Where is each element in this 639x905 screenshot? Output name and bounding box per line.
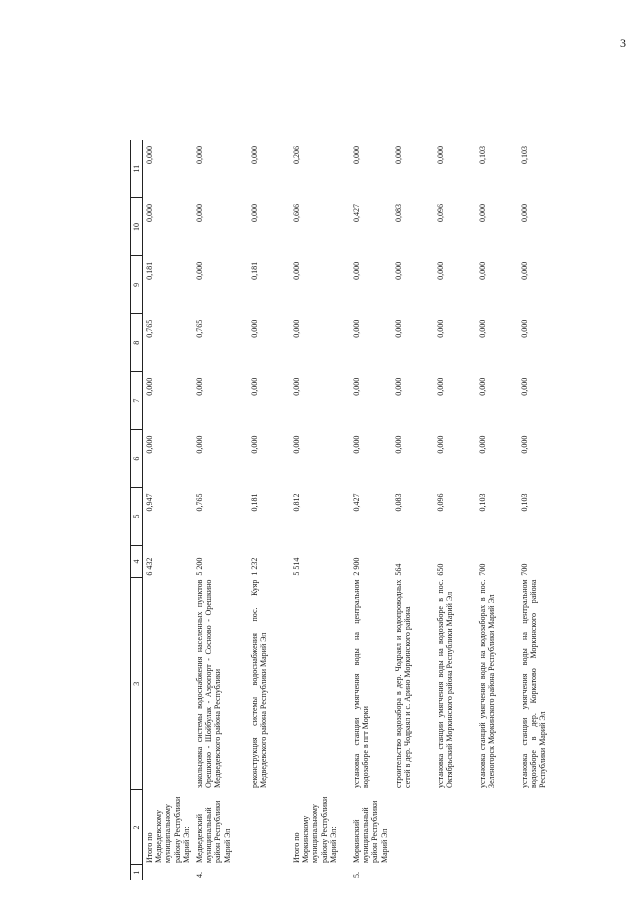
value-col-4: 700 xyxy=(519,563,529,576)
table-row xyxy=(290,140,350,880)
value-col-6: 0,000 xyxy=(477,435,487,454)
column-header: 5 xyxy=(131,488,143,546)
column-header: 3 xyxy=(131,578,143,790)
value-col-9: 0,000 xyxy=(477,261,487,280)
value-col-4: 5 514 xyxy=(291,557,301,576)
page-number: 3 xyxy=(620,36,626,50)
table-row xyxy=(518,140,563,880)
value-col-4: 6 432 xyxy=(145,557,154,576)
row-number xyxy=(518,865,563,880)
value-col-6: 0,000 xyxy=(249,435,259,454)
value-col-5: 0,427 xyxy=(351,493,361,512)
value-col-10: 0,096 xyxy=(435,203,445,222)
row-number: 4. xyxy=(194,872,204,878)
column-header: 10 xyxy=(131,198,143,256)
measure-description: строительство водозабора в дер. Чодраял и водопроводных сетей в дер. Чодраял и с. Арино Моркинского района xyxy=(393,579,413,788)
table-row xyxy=(392,140,434,880)
value-col-7: 0,000 xyxy=(291,377,301,396)
value-col-7: 0,000 xyxy=(477,377,487,396)
value-col-9: 0,181 xyxy=(145,261,154,280)
value-col-4: 564 xyxy=(393,563,403,576)
value-col-11: 0,000 xyxy=(145,146,154,164)
value-col-4: 700 xyxy=(477,563,487,576)
value-col-7: 0,000 xyxy=(249,377,259,396)
district-name xyxy=(248,790,290,865)
value-col-8: 0,000 xyxy=(249,319,259,338)
value-col-4: 650 xyxy=(435,563,445,576)
value-col-6: 0,000 xyxy=(351,435,361,454)
value-col-7: 0,000 xyxy=(194,377,204,396)
value-col-9: 0,181 xyxy=(249,261,259,280)
value-col-6: 0,000 xyxy=(194,435,204,454)
district-name: Медведевский муниципальный район Республики Марий Эл xyxy=(194,800,232,863)
value-col-11: 0,103 xyxy=(477,146,487,164)
district-name: Итого по Медведевскому муниципальному району Республики Марий Эл: xyxy=(145,796,191,863)
table-header-row xyxy=(131,140,143,880)
district-name xyxy=(434,790,476,865)
value-col-8: 0,000 xyxy=(519,319,529,338)
district-name xyxy=(476,790,518,865)
value-col-8: 0,000 xyxy=(477,319,487,338)
measure-description: закольцовка системы водоснабжения населенных пунктов Орешкино - Шойбулак - Аэропорт - Сосново - Орешкино Медведевского района Республики xyxy=(194,579,223,788)
value-col-4: 2 900 xyxy=(351,557,361,576)
district-name: Итого по Моркинскому муниципальному району Республики Марий Эл: xyxy=(291,796,338,863)
measure-description: установка станции умягчения воды на водозаборе в пос. Октябрьский Моркинского района Республики Марий Эл xyxy=(435,579,455,788)
value-col-9: 0,000 xyxy=(291,261,301,280)
table-row xyxy=(143,140,193,880)
value-col-11: 0,103 xyxy=(519,146,529,164)
value-col-4: 5 200 xyxy=(194,557,204,576)
value-col-9: 0,000 xyxy=(351,261,361,280)
value-col-7: 0,000 xyxy=(145,377,154,396)
column-header: 7 xyxy=(131,372,143,430)
value-col-10: 0,083 xyxy=(393,203,403,222)
value-col-6: 0,000 xyxy=(145,435,154,454)
value-col-10: 0,000 xyxy=(194,203,204,222)
value-col-5: 0,103 xyxy=(519,493,529,512)
measure-description xyxy=(290,578,350,790)
value-col-9: 0,000 xyxy=(435,261,445,280)
row-number xyxy=(434,865,476,880)
value-col-7: 0,000 xyxy=(519,377,529,396)
value-col-6: 0,000 xyxy=(291,435,301,454)
row-number xyxy=(143,865,193,880)
value-col-11: 0,000 xyxy=(435,146,445,164)
row-number xyxy=(290,865,350,880)
value-col-5: 0,103 xyxy=(477,493,487,512)
table-row xyxy=(434,140,476,880)
value-col-6: 0,000 xyxy=(393,435,403,454)
value-col-9: 0,000 xyxy=(519,261,529,280)
column-header: 11 xyxy=(131,140,143,198)
value-col-7: 0,000 xyxy=(393,377,403,396)
value-col-10: 0,606 xyxy=(291,203,301,222)
district-name xyxy=(518,790,563,865)
column-header: 6 xyxy=(131,430,143,488)
value-col-6: 0,000 xyxy=(519,435,529,454)
value-col-10: 0,000 xyxy=(477,203,487,222)
value-col-5: 0,812 xyxy=(291,493,301,512)
value-col-4: 1 232 xyxy=(249,557,259,576)
value-col-10: 0,000 xyxy=(519,203,529,222)
value-col-9: 0,000 xyxy=(393,261,403,280)
value-col-5: 0,947 xyxy=(145,493,154,512)
value-col-5: 0,096 xyxy=(435,493,445,512)
measure-description: установка станции умягчения воды на центральном водозаборе в дер. Коркатово Моркинского района Республики Марий Эл xyxy=(519,579,548,788)
value-col-11: 0,000 xyxy=(249,146,259,164)
value-col-5: 0,083 xyxy=(393,493,403,512)
budget-table xyxy=(130,140,563,880)
value-col-10: 0,000 xyxy=(249,203,259,222)
value-col-10: 0,427 xyxy=(351,203,361,222)
value-col-11: 0,206 xyxy=(291,146,301,164)
measure-description: реконструкция системы водоснабжения пос. Куяр Медведевского района Республики Марий Эл xyxy=(249,579,269,788)
value-col-8: 0,000 xyxy=(351,319,361,338)
row-number xyxy=(392,865,434,880)
value-col-11: 0,000 xyxy=(393,146,403,164)
table-row xyxy=(193,140,248,880)
column-header: 1 xyxy=(131,865,143,880)
table-row xyxy=(248,140,290,880)
value-col-11: 0,000 xyxy=(194,146,204,164)
value-col-8: 0,765 xyxy=(194,319,204,338)
value-col-7: 0,000 xyxy=(435,377,445,396)
row-number xyxy=(476,865,518,880)
column-header: 2 xyxy=(131,790,143,865)
district-name: Моркинский муниципальный район Республики Марий Эл xyxy=(351,800,389,863)
value-col-8: 0,000 xyxy=(435,319,445,338)
value-col-7: 0,000 xyxy=(351,377,361,396)
district-name xyxy=(392,790,434,865)
value-col-10: 0,000 xyxy=(145,203,154,222)
value-col-8: 0,000 xyxy=(291,319,301,338)
table-row xyxy=(350,140,392,880)
row-number xyxy=(248,865,290,880)
column-header: 9 xyxy=(131,256,143,314)
measure-description: установка станций умягчения воды на водозаборах в пос. Зеленогорск Моркинского района Республики Марий Эл xyxy=(477,579,497,788)
column-header: 8 xyxy=(131,314,143,372)
value-col-11: 0,000 xyxy=(351,146,361,164)
value-col-5: 0,765 xyxy=(194,493,204,512)
table-row xyxy=(476,140,518,880)
value-col-6: 0,000 xyxy=(435,435,445,454)
measure-description: установка станции умягчения воды на центральном водозаборе в пгт Морки xyxy=(351,579,371,788)
value-col-8: 0,000 xyxy=(393,319,403,338)
measure-description xyxy=(143,578,193,790)
column-header: 4 xyxy=(131,545,143,577)
row-number: 5. xyxy=(351,872,361,878)
value-col-9: 0,000 xyxy=(194,261,204,280)
value-col-5: 0,181 xyxy=(249,493,259,512)
value-col-8: 0,765 xyxy=(145,319,154,338)
